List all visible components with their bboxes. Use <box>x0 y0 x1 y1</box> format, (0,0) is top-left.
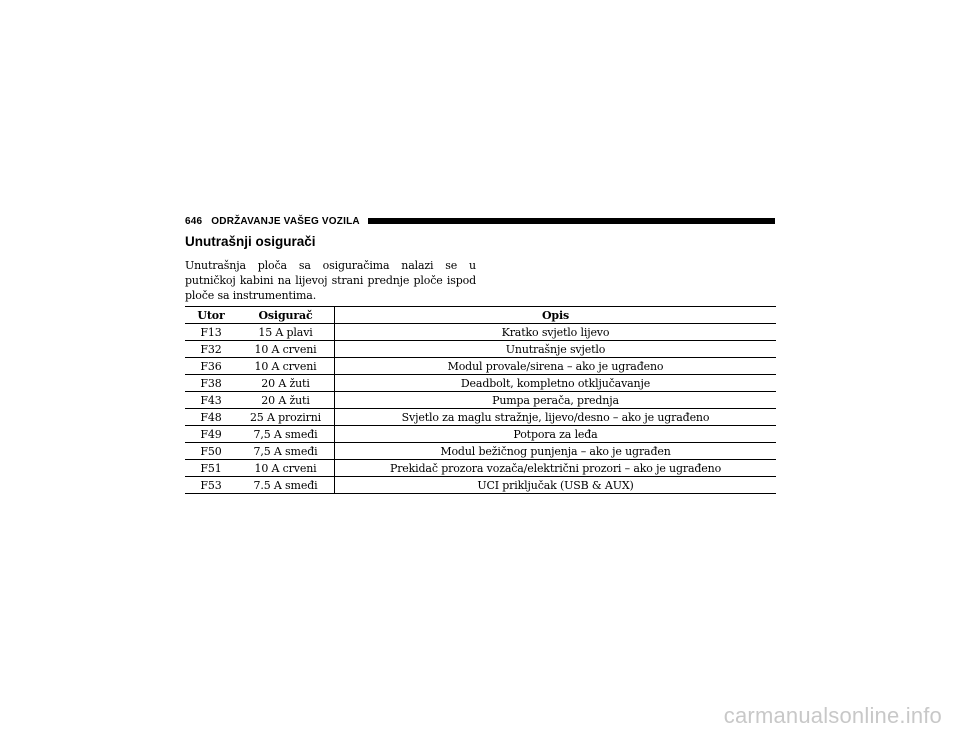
cell-fuse: 15 A plavi <box>237 324 335 341</box>
table-row <box>185 341 776 358</box>
fuse-table <box>185 306 776 494</box>
cell-slot: F43 <box>185 392 237 409</box>
table-row <box>185 409 776 426</box>
cell-slot: F13 <box>185 324 237 341</box>
cell-description: Modul provale/sirena – ako je ugrađeno <box>335 358 777 375</box>
table-header-row <box>185 307 776 324</box>
cell-description: Deadbolt, kompletno otključavanje <box>335 375 777 392</box>
cell-description: Pumpa perača, prednja <box>335 392 777 409</box>
cell-fuse: 10 A crveni <box>237 341 335 358</box>
table-row <box>185 426 776 443</box>
cell-slot: F48 <box>185 409 237 426</box>
cell-description: Prekidač prozora vozača/električni prozori – ako je ugrađeno <box>335 460 777 477</box>
table-row <box>185 358 776 375</box>
cell-description: Modul bežičnog punjenja – ako je ugrađen <box>335 443 777 460</box>
header-description: Opis <box>335 307 777 324</box>
header-fuse: Osigurač <box>237 307 335 324</box>
table-row <box>185 443 776 460</box>
header-rule <box>368 218 775 224</box>
chapter-title: ODRŽAVANJE VAŠEG VOZILA <box>211 215 360 227</box>
intro-paragraph: Unutrašnja ploča sa osiguračima nalazi se u putničkoj kabini na lijevoj strani prednje ploče ispod ploče sa instrumentima. <box>185 259 476 302</box>
cell-slot: F36 <box>185 358 237 375</box>
cell-slot: F32 <box>185 341 237 358</box>
cell-slot: F49 <box>185 426 237 443</box>
page-header <box>185 214 775 228</box>
page-number: 646 <box>185 215 203 227</box>
table-row <box>185 324 776 341</box>
watermark: carmanualsonline.info <box>723 703 942 728</box>
header-slot: Utor <box>185 307 237 324</box>
cell-slot: F38 <box>185 375 237 392</box>
cell-description: Unutrašnje svjetlo <box>335 341 777 358</box>
cell-fuse: 7.5 A smeđi <box>237 477 335 494</box>
cell-description: Kratko svjetlo lijevo <box>335 324 777 341</box>
table-row <box>185 375 776 392</box>
cell-slot: F51 <box>185 460 237 477</box>
table-row <box>185 392 776 409</box>
cell-description: Svjetlo za maglu stražnje, lijevo/desno – ako je ugrađeno <box>335 409 777 426</box>
cell-slot: F53 <box>185 477 237 494</box>
cell-fuse: 10 A crveni <box>237 358 335 375</box>
cell-fuse: 7,5 A smeđi <box>237 443 335 460</box>
cell-slot: F50 <box>185 443 237 460</box>
cell-fuse: 25 A prozirni <box>237 409 335 426</box>
cell-description: Potpora za leđa <box>335 426 777 443</box>
cell-fuse: 20 A žuti <box>237 392 335 409</box>
cell-fuse: 20 A žuti <box>237 375 335 392</box>
table-row <box>185 477 776 494</box>
section-title: Unutrašnji osigurači <box>185 234 316 249</box>
cell-fuse: 7,5 A smeđi <box>237 426 335 443</box>
cell-description: UCI priključak (USB & AUX) <box>335 477 777 494</box>
table-row <box>185 460 776 477</box>
cell-fuse: 10 A crveni <box>237 460 335 477</box>
